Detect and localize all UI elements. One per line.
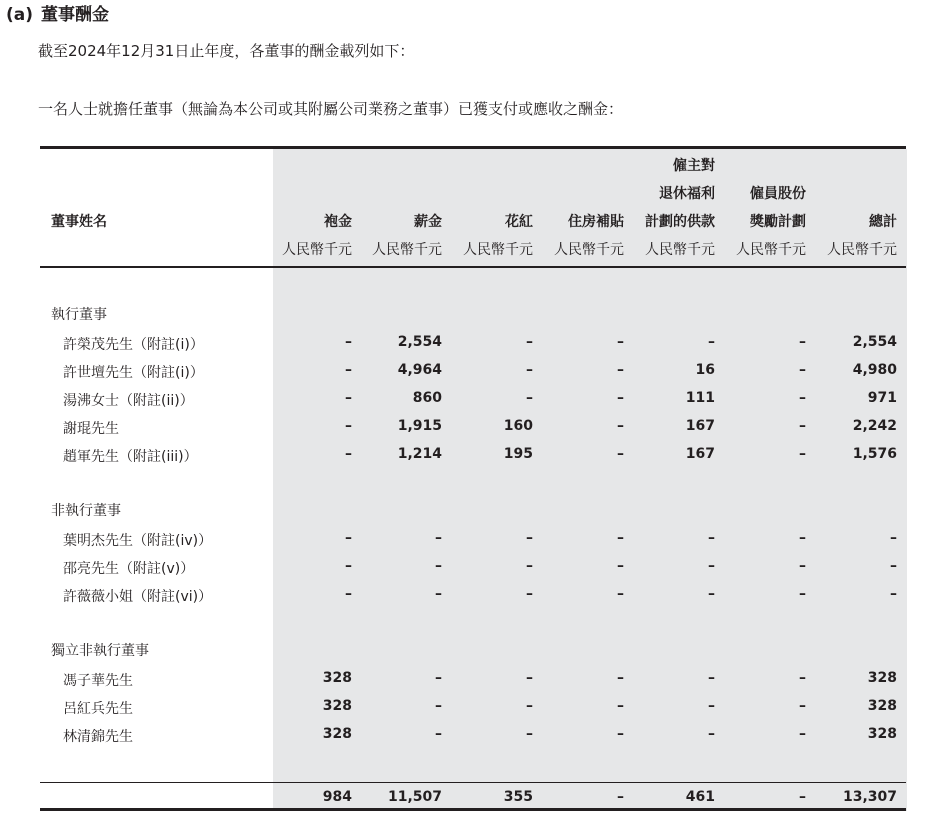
value-cell: – (526, 698, 533, 714)
value-cell: – (617, 446, 624, 462)
value-cell: – (890, 530, 897, 546)
table-row (0, 526, 942, 554)
total-cell: 461 (685, 789, 715, 805)
value-cell: – (345, 390, 352, 406)
value-cell: – (345, 446, 352, 462)
director-name: 許薇薇小姐（附註(vi)） (63, 589, 213, 605)
director-name-header: 董事姓名 (51, 214, 107, 230)
value-cell: – (708, 586, 715, 602)
table-row (0, 694, 942, 722)
value-cell: – (708, 698, 715, 714)
value-cell: – (526, 334, 533, 350)
value-cell: – (345, 418, 352, 434)
column-header-label: 袍金 (324, 214, 352, 230)
total-cell: 984 (322, 789, 352, 805)
value-cell: – (617, 558, 624, 574)
section-title: 非執行董事 (51, 503, 121, 519)
column-header-label: 僱員股份 (750, 186, 806, 202)
value-cell: – (617, 726, 624, 742)
value-cell: 16 (695, 362, 715, 378)
director-name: 湯沸女士（附註(ii)） (63, 393, 194, 409)
column-header-unit: 人民幣千元 (463, 242, 533, 258)
table-row (0, 330, 942, 358)
value-cell: 328 (867, 726, 897, 742)
column-header (262, 160, 352, 264)
intro-paragraph: 截至2024年12月31日止年度，各董事的酬金載列如下： (38, 42, 415, 60)
value-cell: – (345, 362, 352, 378)
value-cell: – (799, 390, 806, 406)
value-cell: 1,915 (397, 418, 442, 434)
table-row (0, 554, 942, 582)
total-cell: 11,507 (387, 789, 442, 805)
table-top-rule (40, 146, 906, 149)
value-cell: 167 (685, 418, 715, 434)
value-cell: 4,980 (852, 362, 897, 378)
section-title: 執行董事 (51, 307, 107, 323)
value-cell: 2,554 (852, 334, 897, 350)
value-cell: – (890, 586, 897, 602)
value-cell: 328 (322, 698, 352, 714)
value-cell: 160 (503, 418, 533, 434)
table-row (0, 414, 942, 442)
value-cell: – (799, 558, 806, 574)
value-cell: 195 (503, 446, 533, 462)
value-cell: – (617, 362, 624, 378)
section-title: 董事酬金 (41, 5, 110, 25)
director-name: 趙軍先生（附註(iii)） (63, 449, 198, 465)
value-cell: – (345, 586, 352, 602)
value-cell: – (708, 726, 715, 742)
table-row (0, 722, 942, 750)
table-row (0, 442, 942, 470)
value-cell: – (799, 530, 806, 546)
value-cell: – (526, 726, 533, 742)
table-row (0, 666, 942, 694)
totals-row (0, 786, 942, 810)
value-cell: – (526, 558, 533, 574)
column-header-label: 花紅 (505, 214, 533, 230)
total-cell: 355 (503, 789, 533, 805)
value-cell: – (708, 530, 715, 546)
column-header-label: 總計 (869, 214, 897, 230)
value-cell: 2,554 (397, 334, 442, 350)
value-cell: – (708, 334, 715, 350)
value-cell: – (435, 586, 442, 602)
value-cell: 328 (867, 670, 897, 686)
column-header-unit: 人民幣千元 (372, 242, 442, 258)
value-cell: – (345, 558, 352, 574)
value-cell: 4,964 (397, 362, 442, 378)
value-cell: – (526, 362, 533, 378)
value-cell: – (799, 446, 806, 462)
column-header (625, 160, 715, 264)
value-cell: – (435, 558, 442, 574)
director-name: 邵亮先生（附註(v)） (63, 561, 195, 577)
value-cell: 328 (322, 726, 352, 742)
column-header-unit: 人民幣千元 (736, 242, 806, 258)
value-cell: – (435, 670, 442, 686)
column-header-unit: 人民幣千元 (282, 242, 352, 258)
table-row (0, 386, 942, 414)
value-cell: 167 (685, 446, 715, 462)
value-cell: – (617, 586, 624, 602)
value-cell: – (435, 698, 442, 714)
value-cell: 328 (867, 698, 897, 714)
column-header-unit: 人民幣千元 (554, 242, 624, 258)
value-cell: – (526, 670, 533, 686)
value-cell: – (799, 698, 806, 714)
director-name: 許世壇先生（附註(i)） (63, 365, 204, 381)
value-cell: – (617, 670, 624, 686)
column-header-label: 僱主對 (673, 158, 715, 174)
table-subtitle: 一名人士就擔任董事（無論為本公司或其附屬公司業務之董事）已獲支付或應收之酬金： (38, 100, 624, 118)
section-number: (a) (6, 5, 34, 25)
value-cell: 860 (412, 390, 442, 406)
director-name: 呂紅兵先生 (63, 701, 133, 717)
director-name: 馮子華先生 (63, 673, 133, 689)
director-name: 林清錦先生 (63, 729, 133, 745)
director-name: 謝琨先生 (63, 421, 119, 437)
value-cell: – (799, 362, 806, 378)
value-cell: 1,576 (852, 446, 897, 462)
value-cell: 111 (685, 390, 715, 406)
value-cell: – (617, 530, 624, 546)
value-cell: 2,242 (852, 418, 897, 434)
director-name: 許榮茂先生（附註(i)） (63, 337, 204, 353)
value-cell: – (799, 670, 806, 686)
column-header (352, 160, 442, 264)
value-cell: – (708, 558, 715, 574)
value-cell: – (617, 390, 624, 406)
value-cell: – (526, 530, 533, 546)
column-header (534, 160, 624, 264)
column-header-label: 退休福利 (659, 186, 715, 202)
value-cell: – (799, 418, 806, 434)
column-header-label: 獎勵計劃 (750, 214, 806, 230)
column-header-label: 住房補貼 (568, 214, 624, 230)
column-header-unit: 人民幣千元 (645, 242, 715, 258)
value-cell: – (345, 334, 352, 350)
column-header (807, 160, 897, 264)
column-header-label: 計劃的供款 (645, 214, 715, 230)
value-cell: – (799, 586, 806, 602)
table-row (0, 582, 942, 610)
value-cell: – (890, 558, 897, 574)
value-cell: – (617, 334, 624, 350)
value-cell: – (345, 530, 352, 546)
value-cell: – (435, 530, 442, 546)
column-header-label: 薪金 (414, 214, 442, 230)
total-cell: 13,307 (842, 789, 897, 805)
section-title: 獨立非執行董事 (51, 643, 149, 659)
total-cell: – (617, 789, 624, 805)
value-cell: – (526, 390, 533, 406)
director-name: 葉明杰先生（附註(iv)） (63, 533, 213, 549)
column-header-unit: 人民幣千元 (827, 242, 897, 258)
value-cell: – (708, 670, 715, 686)
value-cell: – (435, 726, 442, 742)
value-cell: – (799, 334, 806, 350)
total-cell: – (799, 789, 806, 805)
value-cell: – (526, 586, 533, 602)
header-bottom-rule (40, 266, 906, 268)
value-cell: 971 (867, 390, 897, 406)
column-header (443, 160, 533, 264)
table-row (0, 358, 942, 386)
value-cell: 1,214 (397, 446, 442, 462)
value-cell: 328 (322, 670, 352, 686)
value-cell: – (617, 418, 624, 434)
value-cell: – (617, 698, 624, 714)
column-header (716, 160, 806, 264)
section-heading (6, 0, 109, 25)
totals-top-rule (40, 782, 906, 783)
value-cell: – (799, 726, 806, 742)
